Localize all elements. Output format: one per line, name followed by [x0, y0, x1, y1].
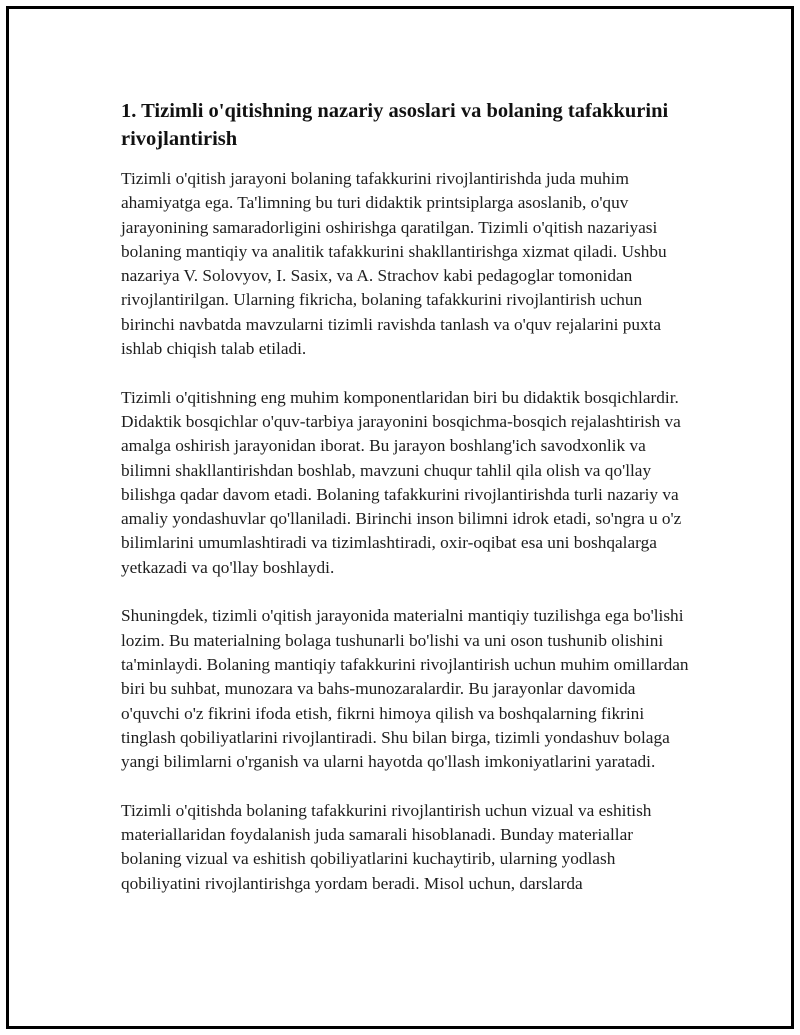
section-heading: 1. Tizimli o'qitishning nazariy asoslari va bolaning tafakkurini rivojlantirish — [121, 100, 669, 150]
paragraph-4: Tizimli o'qitishda bolaning tafakkurini rivojlantirish uchun vizual va eshitish materiallaridan foydalanish juda samarali hisoblanadi. Bunday materiallar bolaning vizual va eshitish qobiliyatlarini kuchaytirib, ularning yodlash qobiliyatini rivojlantirishga yordam beradi. Misol uchun, darslarda — [121, 800, 652, 893]
paragraph-2: Tizimli o'qitishning eng muhim komponentlaridan biri bu didaktik bosqichlardir. Didaktik bosqichlar o'quv-tarbiya jarayonini bosqichma-bosqich rejalashtirish va amalga oshirish jarayonidan iborat. Bu jarayon boshlang'ich savodxonlik va bilimni shakllantirishdan boshlab, mavzuni chuqur tahlil qila olish va qo'llay bilishga qadar davom etadi. Bolaning tafakkurini rivojlantirishda turli nazariy va amaliy yondashuvlar qo'llaniladi. Birinchi inson bilimni idrok etadi, so'ngra u o'z bilimlarini umumlashtiradi va tizimlashtiradi, oxir-oqibat esa uni boshqalarga yetkazadi va qo'llay boshlaydi. — [121, 387, 682, 577]
document-body — [121, 97, 696, 920]
paragraph-3: Shuningdek, tizimli o'qitish jarayonida materialni mantiqiy tuzilishga ega bo'lishi lozim. Bu materialning bolaga tushunarli bo'lishi va uni oson tushunib olishini ta'minlaydi. Bolaning mantiqiy tafakkurini rivojlantirish uchun muhim omillardan biri bu suhbat, munozara va bahs-munozaralardir. Bu jarayonlar davomida o'quvchi o'z fikrini ifoda etish, fikrni himoya qilish va boshqalarning fikrini tinglash qobiliyatlarini rivojlantiradi. Shu bilan birga, tizimli yondashuv bolaga yangi bilimlarni o'rganish va ularni hayotda qo'llash imkoniyatlarini yaratadi. — [121, 606, 689, 772]
paragraph-1: Tizimli o'qitish jarayoni bolaning tafakkurini rivojlantirishda juda muhim ahamiyatga ega. Ta'limning bu turi didaktik printsiplarga asoslanib, o'quv jarayonining samaradorligini oshirishga qaratilgan. Tizimli o'qitish nazariyasi bolaning mantiqiy va analitik tafakkurini shakllantirishga xizmat qiladi. Ushbu nazariya V. Solovyov, I. Sasix, va A. Strachov kabi pedagoglar tomonidan rivojlantirilgan. Ularning fikricha, bolaning tafakkurini rivojlantirish uchun birinchi navbatda mavzularni tizimli ravishda tanlash va o'quv rejalarini puxta ishlab chiqish talab etiladi. — [121, 169, 667, 359]
page-frame — [6, 6, 794, 1029]
